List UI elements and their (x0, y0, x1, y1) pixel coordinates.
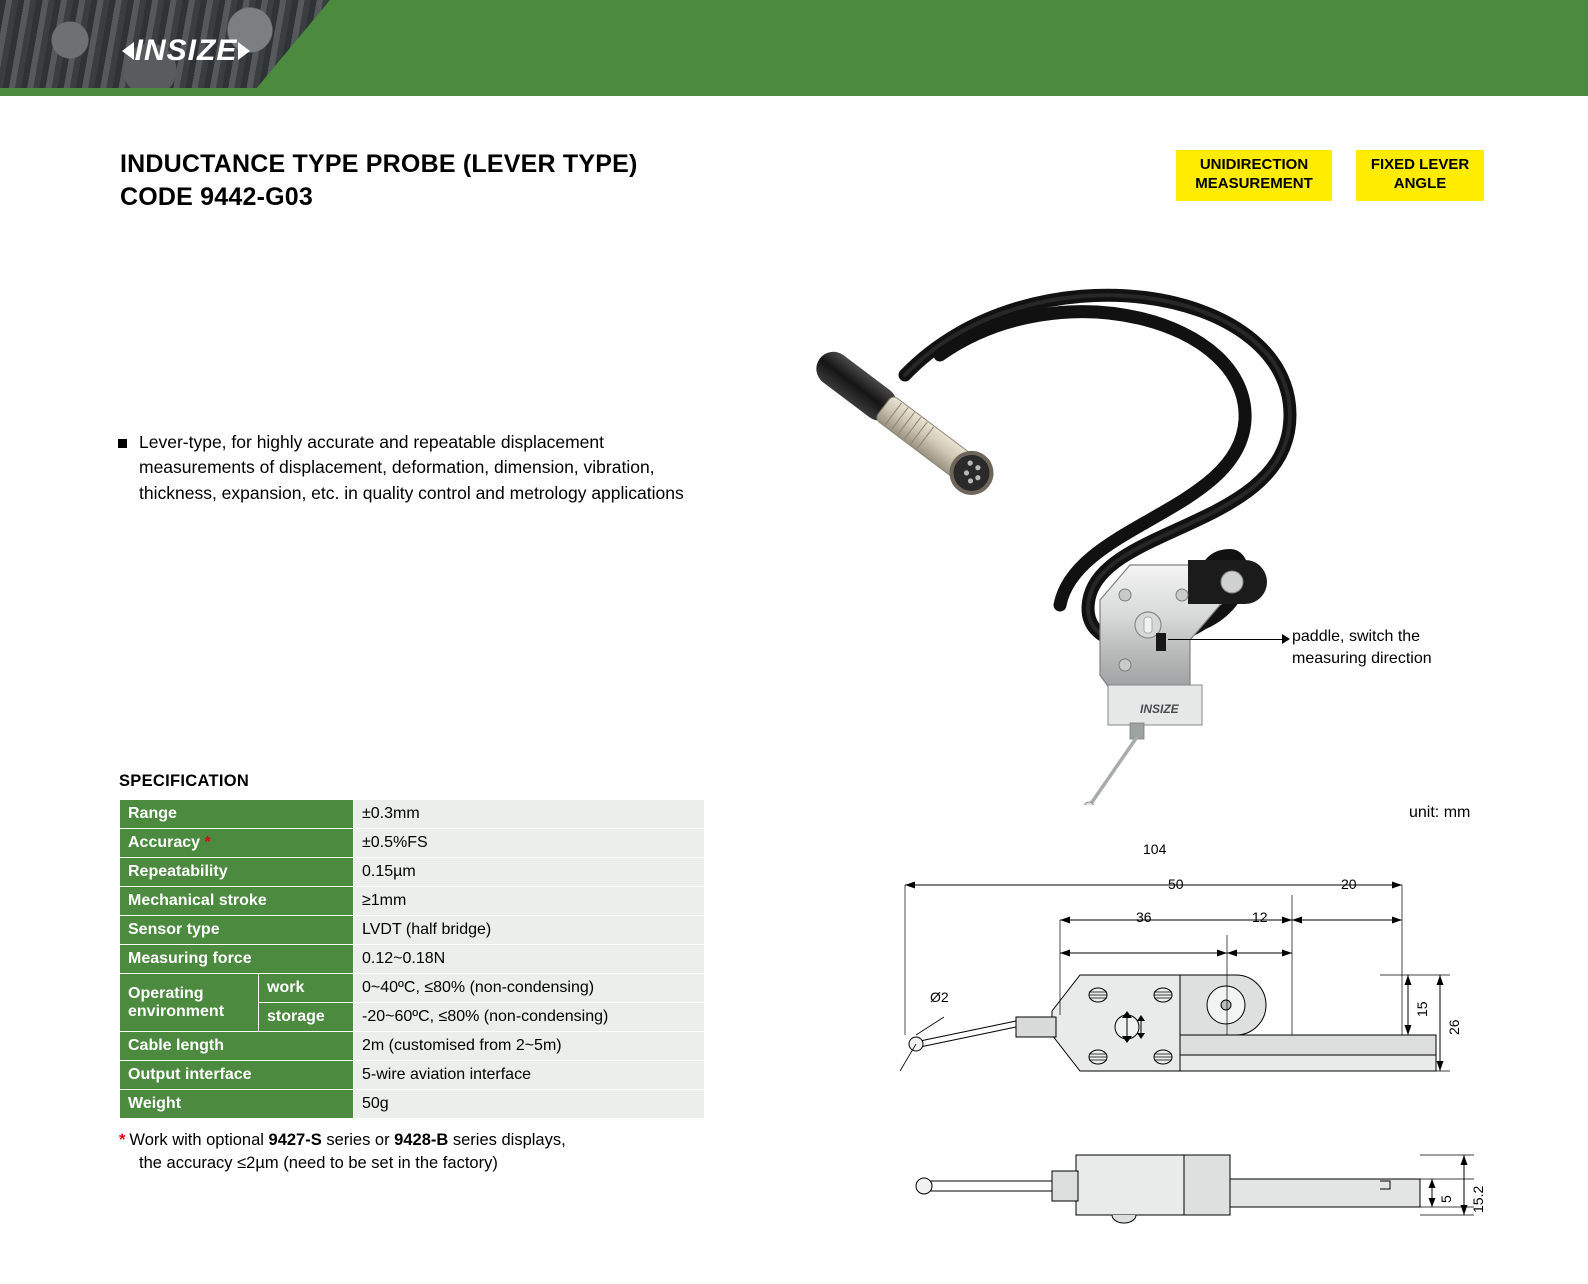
product-photo-svg (730, 225, 1330, 805)
specification-table (119, 799, 705, 1119)
dim-15: 15 (1414, 1001, 1430, 1017)
spec-label-cable-length: Cable length (120, 1032, 354, 1061)
dim-15-2: 15.2 (1470, 1185, 1486, 1213)
specification-footnote (119, 1129, 719, 1176)
spec-sublabel-storage: storage (259, 1003, 354, 1032)
callout-line-1: paddle, switch the (1292, 628, 1421, 645)
spec-label-range: Range (120, 800, 354, 829)
spec-label-output-interface: Output interface (120, 1061, 354, 1090)
page-title (120, 148, 920, 214)
header-green-underline (0, 88, 1588, 96)
table-row (120, 800, 705, 829)
spec-label-sensor-type: Sensor type (120, 916, 354, 945)
insize-logo (96, 34, 276, 68)
page-title-line-1: INDUCTANCE TYPE PROBE (LEVER TYPE) (120, 150, 638, 178)
feature-bullet-text: Lever-type, for highly accurate and repeatable displacement measurements of displacement, deformation, dimension, vibration, thickness, expansion, etc. in quality control and metrology applications (139, 432, 684, 503)
table-row (120, 1032, 705, 1061)
table-row (120, 829, 705, 858)
footnote-part-3: series displays, (448, 1131, 566, 1149)
logo-text: INSIZE (134, 34, 238, 67)
bullet-square-icon (118, 439, 127, 448)
spec-value-sensor-type: LVDT (half bridge) (354, 916, 705, 945)
logo-right-arrow-icon (238, 42, 250, 60)
logo-left-arrow-icon (122, 42, 134, 60)
spec-value-accuracy: ±0.5%FS (354, 829, 705, 858)
spec-value-work: 0~40ºC, ≤80% (non-condensing) (354, 974, 705, 1003)
footnote-line-2: the accuracy ≤2µm (need to be set in the factory) (139, 1154, 498, 1173)
spec-label-mechanical-stroke: Mechanical stroke (120, 887, 354, 916)
footnote-asterisk: * (119, 1131, 126, 1149)
svg-text:INSIZE: INSIZE (1140, 702, 1179, 716)
table-row (120, 1061, 705, 1090)
dim-50: 50 (1168, 876, 1184, 892)
spec-label-accuracy (120, 829, 354, 858)
spec-label-operating-environment (120, 974, 259, 1032)
callout-line-2: measuring direction (1292, 650, 1432, 668)
badge-1-line-1: UNIDIRECTION (1199, 156, 1309, 173)
badge-unidirection-measurement (1176, 150, 1332, 201)
footnote-part-1: Work with optional (129, 1131, 269, 1149)
specification-heading: SPECIFICATION (119, 772, 250, 790)
spec-sublabel-work: work (259, 974, 354, 1003)
spec-label-weight: Weight (120, 1090, 354, 1119)
table-row (120, 887, 705, 916)
callout-leader-line (1168, 639, 1288, 640)
page-title-line-2: CODE 9442-G03 (120, 183, 313, 211)
spec-label-accuracy-text: Accuracy (128, 834, 201, 851)
technical-drawings (880, 835, 1500, 1255)
footnote-bold-1: 9427-S (268, 1131, 322, 1149)
dim-104: 104 (1143, 841, 1167, 857)
table-row (120, 858, 705, 887)
table-row (120, 1090, 705, 1119)
dim-12: 12 (1252, 909, 1268, 925)
footnote-part-2: series or (321, 1131, 395, 1149)
spec-label-measuring-force: Measuring force (120, 945, 354, 974)
spec-value-storage: -20~60ºC, ≤80% (non-condensing) (354, 1003, 705, 1032)
spec-value-output-interface: 5-wire aviation interface (354, 1061, 705, 1090)
table-row (120, 945, 705, 974)
callout-paddle (1292, 626, 1432, 671)
page-header (0, 0, 1588, 96)
callout-arrow-icon (1282, 634, 1290, 644)
dim-diameter-2: Ø2 (930, 989, 949, 1005)
spec-value-range: ±0.3mm (354, 800, 705, 829)
accuracy-asterisk: * (204, 834, 211, 851)
badge-2-line-1: FIXED LEVER (1370, 156, 1470, 173)
drawing-unit-label: unit: mm (1409, 804, 1471, 821)
spec-value-mechanical-stroke: ≥1mm (354, 887, 705, 916)
dim-20: 20 (1341, 876, 1357, 892)
op-env-line-2: environment (128, 1002, 225, 1020)
footnote-bold-2: 9428-B (394, 1131, 449, 1149)
dim-36: 36 (1136, 909, 1152, 925)
dim-5: 5 (1438, 1195, 1454, 1203)
badge-1-line-2: MEASUREMENT (1195, 174, 1313, 192)
badge-2-line-2: ANGLE (1393, 174, 1447, 192)
spec-value-weight: 50g (354, 1090, 705, 1119)
feature-bullet-list (118, 430, 718, 506)
dim-26: 26 (1446, 1019, 1462, 1035)
spec-value-cable-length: 2m (customised from 2~5m) (354, 1032, 705, 1061)
table-row (120, 974, 705, 1003)
spec-value-measuring-force: 0.12~0.18N (354, 945, 705, 974)
table-row (120, 916, 705, 945)
op-env-line-1: Operating (128, 984, 204, 1002)
product-photo (730, 225, 1330, 805)
spec-label-repeatability: Repeatability (120, 858, 354, 887)
badge-fixed-lever-angle (1356, 150, 1484, 201)
technical-drawing-svg (880, 835, 1500, 1255)
spec-value-repeatability: 0.15µm (354, 858, 705, 887)
